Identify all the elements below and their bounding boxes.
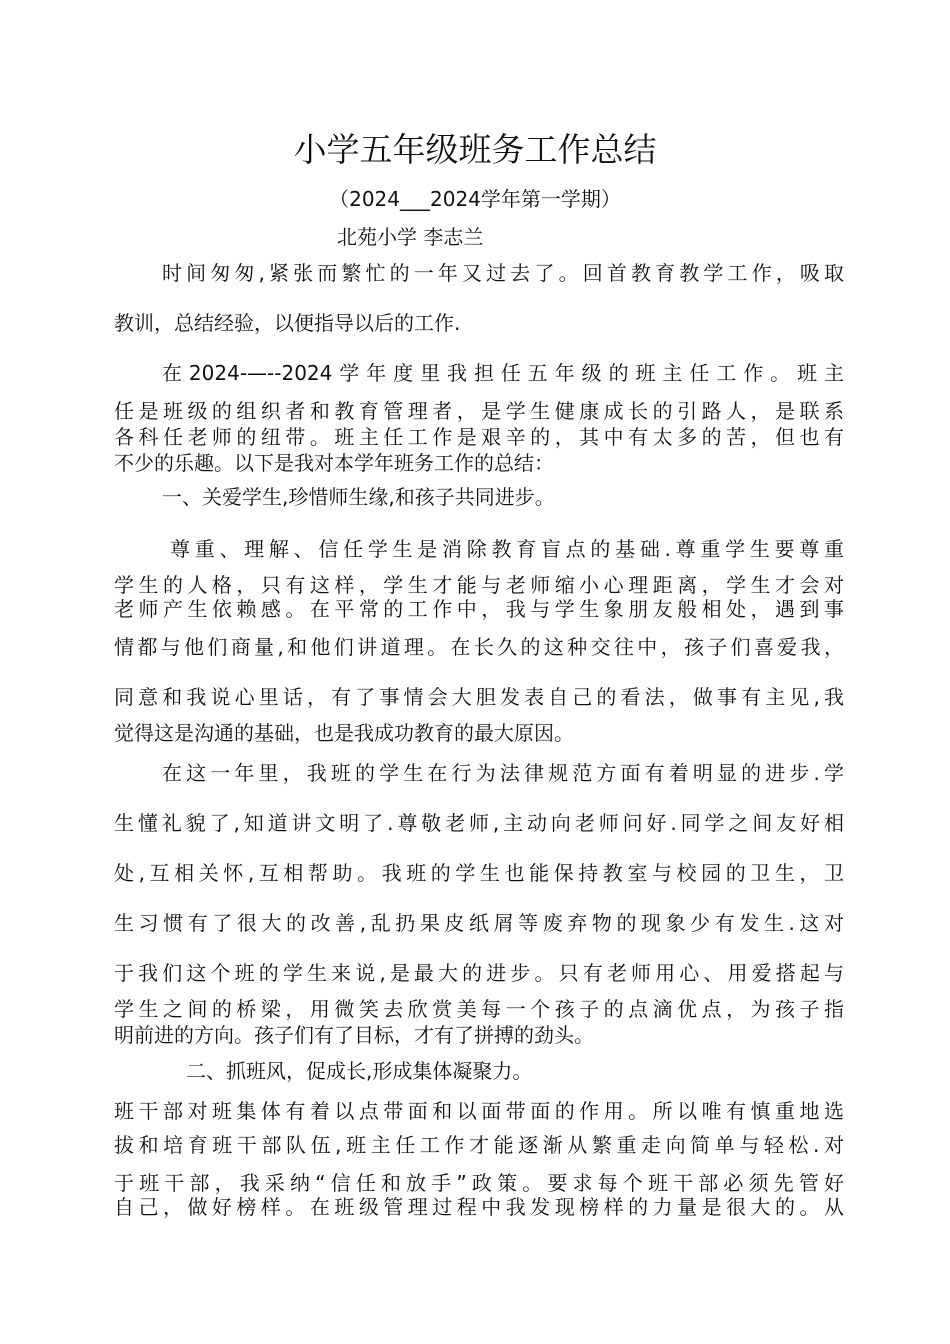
section-heading: 一、关爱学生,珍惜师生缘,和孩子共同进步。 <box>162 485 555 509</box>
paragraph-line: 任是班级的组织者和教育管理者，是学生健康成长的引路人，是联系 <box>114 399 844 423</box>
paragraph-line: 自己，做好榜样。在班级管理过程中我发现榜样的力量是很大的。从 <box>114 1195 844 1219</box>
paragraph-line: 学生之间的桥梁，用微笑去欣赏美每一个孩子的点滴优点，为孩子指 <box>114 997 844 1021</box>
paragraph-line: 教训，总结经验，以便指导以后的工作. <box>114 311 461 335</box>
paragraph-line: 处,互相关怀,互相帮助。我班的学生也能保持教室与校园的卫生，卫 <box>114 861 844 885</box>
paragraph-line: 生习惯有了很大的改善,乱扔果皮纸屑等废弃物的现象少有发生.这对 <box>114 911 844 935</box>
paragraph-line: 在2024-—--2024学年度里我担任五年级的班主任工作。班主 <box>162 361 844 385</box>
document-author: 北苑小学 李志兰 <box>337 225 484 249</box>
paragraph-line: 情都与他们商量,和他们讲道理。在长久的这种交往中，孩子们喜爱我， <box>114 635 844 659</box>
paragraph-line: 不少的乐趣。以下是我对本学年班务工作的总结： <box>114 451 554 475</box>
paragraph-line: 在这一年里，我班的学生在行为法律规范方面有着明显的进步.学 <box>162 761 844 785</box>
document-subtitle: （2024___2024学年第一学期） <box>329 187 621 211</box>
paragraph-line: 觉得这是沟通的基础，也是我成功教育的最大原因。 <box>114 721 574 745</box>
paragraph-line: 于班干部，我采纳“信任和放手”政策。要求每个班干部必须先管好 <box>114 1171 844 1195</box>
paragraph-line: 于我们这个班的学生来说,是最大的进步。只有老师用心、用爱搭起与 <box>114 961 844 985</box>
paragraph-line: 同意和我说心里话，有了事情会大胆发表自己的看法，做事有主见,我 <box>114 685 844 709</box>
paragraph-line: 生懂礼貌了,知道讲文明了.尊敬老师,主动向老师问好.同学之间友好相 <box>114 811 844 835</box>
paragraph-line: 老师产生依赖感。在平常的工作中，我与学生象朋友般相处，遇到事 <box>114 597 844 621</box>
paragraph-line: 班干部对班集体有着以点带面和以面带面的作用。所以唯有慎重地选 <box>114 1099 844 1123</box>
section-heading: 二、抓班风，促成长,形成集体凝聚力。 <box>186 1059 533 1083</box>
paragraph-line: 时间匆匆,紧张而繁忙的一年又过去了。回首教育教学工作，吸取 <box>162 261 844 285</box>
paragraph-line: 学生的人格，只有这样，学生才能与老师缩小心理距离，学生才会对 <box>114 573 844 597</box>
document-title: 小学五年级班务工作总结 <box>293 130 657 169</box>
paragraph-line: 明前进的方向。孩子们有了目标，才有了拼搏的劲头。 <box>114 1023 594 1047</box>
paragraph-line: 尊重、理解、信任学生是消除教育盲点的基础.尊重学生要尊重 <box>170 537 844 561</box>
paragraph-line: 各科任老师的纽带。班主任工作是艰辛的，其中有太多的苦，但也有 <box>114 425 844 449</box>
paragraph-line: 拔和培育班干部队伍,班主任工作才能逐渐从繁重走向简单与轻松.对 <box>114 1133 844 1157</box>
